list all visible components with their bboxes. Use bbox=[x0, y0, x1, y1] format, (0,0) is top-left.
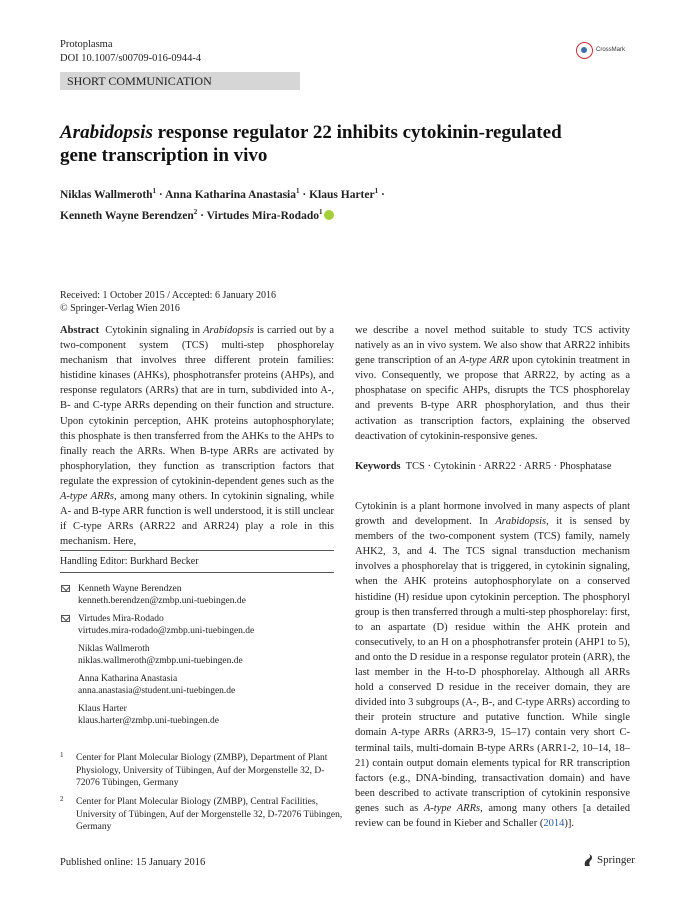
publisher-name: Springer bbox=[597, 854, 635, 866]
contact-name: Anna Katharina Anastasia bbox=[78, 674, 178, 684]
body-text-run: Cytokinin is a plant hormone involved in many aspects of plant growth and development. In bbox=[355, 501, 630, 528]
title-line1-rest: response regulator 22 inhibits cytokinin-regulated bbox=[152, 122, 562, 143]
article-title bbox=[60, 121, 620, 167]
author-separator: · bbox=[378, 188, 385, 201]
crossmark-icon bbox=[576, 42, 593, 59]
contact-name: Niklas Wallmeroth bbox=[78, 644, 150, 654]
keywords bbox=[355, 461, 635, 472]
contact-list bbox=[60, 583, 340, 733]
contact-email[interactable]: niklas.wallmeroth@zmbp.uni-tuebingen.de bbox=[78, 656, 243, 666]
contact-entry bbox=[60, 673, 340, 697]
contact-entry bbox=[60, 643, 340, 667]
keywords-text: TCS · Cytokinin · ARR22 · ARR5 · Phosphatase bbox=[405, 461, 612, 472]
affiliation bbox=[60, 795, 346, 834]
keywords-label: Keywords bbox=[355, 461, 401, 472]
received-accepted: Received: 1 October 2015 / Accepted: 6 January 2016 bbox=[60, 290, 277, 301]
contact-entry bbox=[60, 703, 340, 727]
contact-email[interactable]: anna.anastasia@student.uni-tuebingen.de bbox=[78, 686, 236, 696]
author-name[interactable]: Kenneth Wayne Berendzen bbox=[60, 209, 194, 222]
body-italic: Arabidopsis bbox=[495, 516, 547, 528]
body-text-run: , it is sensed by members of the two-component system (TCS) family, namely AHK2, 3, and 4. The TCS signal transduction mechanism involves a phosphorelay that is triggered, in cytokinin signaling, when the AHK proteins autophosphorylate on a conserved histidine (H) residue upon cytokinin perception. The phosphoryl group is then transferred through a multi-step phosphorelay: first, to an aspartate (D) residue within the AHK protein and consecutively, to an H on a phosphotransfer protein (AHP1 to 5), and onto the D residue in a response regulator protein (ARR), the last member in the H-to-D phosphorelay. Although all ARRs hold a conserved D residue in the receiver domain, they are divided into 3 subgroups (A-, B-, and C-type ARRs) according to their protein structure and putative function. While single domain A-type ARRs (ARR3-9, 15–17) contain very short C-terminal tails, multi-domain B-type ARRs (ARR1-2, 10–14, 18–21) contain output domain elements typical for RR transcription factors (e.g., DNA-binding, transactivation domain) and have been described to activate transcription of cytokinin responsive genes such as bbox=[355, 516, 630, 814]
author-affiliation-mark: 2 bbox=[193, 207, 198, 216]
title-line2: gene transcription in vivo bbox=[60, 145, 268, 166]
contact-email[interactable]: klaus.harter@zmbp.uni-tuebingen.de bbox=[78, 716, 219, 726]
article-type-banner: SHORT COMMUNICATION bbox=[60, 72, 300, 90]
abstract bbox=[60, 323, 334, 549]
article-dates bbox=[60, 289, 276, 315]
body-text bbox=[355, 499, 630, 831]
abstract-text: Cytokinin signaling in bbox=[105, 325, 204, 336]
author-name[interactable]: Anna Katharina Anastasia bbox=[165, 188, 297, 201]
abstract-text: upon cytokinin treatment in vivo. Consequently, we propose that ARR22, by acting as a phosphatase on specific AHPs, disrupts the TCS phosphorelay and prevents B-type ARR phosphorylation, and thus their activation as transcription factors, explaining the observed deactivation of cytokinin-responsive genes. bbox=[355, 355, 631, 442]
affiliation-number: 1 bbox=[60, 751, 64, 759]
journal-header bbox=[60, 38, 201, 66]
author-affiliation-mark: 1 bbox=[152, 187, 157, 195]
abstract-italic: A-type ARR bbox=[459, 355, 509, 367]
contact-email[interactable]: kenneth.berendzen@zmbp.uni-tuebingen.de bbox=[78, 596, 246, 606]
author-name[interactable]: Virtudes Mira-Rodado bbox=[206, 209, 319, 222]
abstract-left bbox=[60, 323, 334, 549]
contact-name: Klaus Harter bbox=[78, 704, 127, 714]
author-affiliation-mark: 1 bbox=[296, 187, 300, 195]
author-affiliation-mark: 1 bbox=[318, 207, 323, 216]
abstract-text-continued bbox=[355, 323, 630, 444]
doi[interactable]: DOI 10.1007/s00709-016-0944-4 bbox=[60, 53, 202, 64]
author-name[interactable]: Niklas Wallmeroth bbox=[60, 188, 153, 201]
abstract-italic: Arabidopsis bbox=[203, 325, 254, 336]
author-list bbox=[60, 183, 620, 225]
body-paragraph bbox=[355, 499, 630, 831]
abstract-italic: A-type ARRs bbox=[60, 491, 115, 503]
author-separator: · bbox=[156, 188, 165, 201]
affiliation-number: 2 bbox=[60, 795, 64, 803]
contact-entry bbox=[60, 613, 340, 637]
abstract-text: we describe a novel method suitable to study TCS activity natively as an in vivo system. We also show that ARR22 inhibits gene transcription of an bbox=[355, 325, 630, 367]
author-affiliation-mark: 1 bbox=[374, 187, 379, 195]
author-name[interactable]: Klaus Harter bbox=[309, 188, 375, 201]
crossmark-badge[interactable] bbox=[576, 40, 636, 60]
orcid-icon[interactable] bbox=[324, 210, 334, 220]
handling-editor: Handling Editor: Burkhard Becker bbox=[60, 556, 199, 567]
crossmark-label: CrossMark bbox=[596, 47, 626, 53]
abstract-text: , among many others. In cytokinin signaling, while A- and B-type ARR function is well understood, it is still unclear if C-type ARRs (ARR22 and ARR24) play a role in this mechanism. Here, bbox=[60, 491, 334, 548]
body-text-run: )]. bbox=[564, 817, 574, 829]
contact-name: Virtudes Mira-Rodado bbox=[78, 614, 164, 624]
published-online: Published online: 15 January 2016 bbox=[60, 857, 206, 868]
abstract-label: Abstract bbox=[60, 325, 100, 336]
author-separator: · bbox=[197, 209, 207, 222]
affiliation-text: Center for Plant Molecular Biology (ZMBP), Department of Plant Physiology, University of Tübingen, Auf der Morgenstelle 32, D-72076 Tübingen, Germany bbox=[76, 753, 328, 788]
springer-horse-icon bbox=[583, 853, 593, 867]
contact-name: Kenneth Wayne Berendzen bbox=[78, 584, 182, 594]
abstract-continued bbox=[355, 323, 630, 444]
publisher-logo bbox=[583, 853, 635, 867]
author-separator: · bbox=[299, 188, 310, 201]
journal-name: Protoplasma bbox=[60, 39, 113, 50]
title-italic: Arabidopsis bbox=[60, 122, 153, 143]
divider bbox=[60, 572, 334, 573]
citation-link[interactable]: 2014 bbox=[543, 817, 565, 829]
affiliation bbox=[60, 751, 346, 790]
contact-email[interactable]: virtudes.mira-rodado@zmbp.uni-tuebingen.de bbox=[78, 626, 255, 636]
copyright: © Springer-Verlag Wien 2016 bbox=[60, 303, 180, 314]
mail-icon bbox=[61, 585, 70, 592]
contact-entry bbox=[60, 583, 340, 607]
body-italic: A-type ARRs bbox=[423, 802, 481, 814]
affiliation-text: Center for Plant Molecular Biology (ZMBP), Central Facilities, University of Tübingen, Auf der Morgenstelle 32, D-72076 Tübingen, Germany bbox=[76, 797, 343, 832]
body-text-run: , among many others [a detailed review can be found in Kieber and Schaller ( bbox=[355, 802, 630, 829]
divider bbox=[60, 550, 334, 551]
mail-icon bbox=[61, 615, 70, 622]
abstract-text: is carried out by a two-component system (TCS) multi-step phosphorelay mechanism that involves three different protein families: histidine kinases (AHKs), phosphotransfer proteins (AHPs), and response regulators (ARRs) that are in turn, subdivided into A-, B- and C-type ARRs depending on their function and structure. Upon cytokinin perception, AHK proteins autophosphorylate; this phosphate is then transferred from the AHKs to the AHPs to finally reach the ARRs. When B-type ARRs are activated by phosphorylation, they function as transcription factors that regulate the expression of cytokinin-dependent genes such as the bbox=[60, 325, 335, 487]
